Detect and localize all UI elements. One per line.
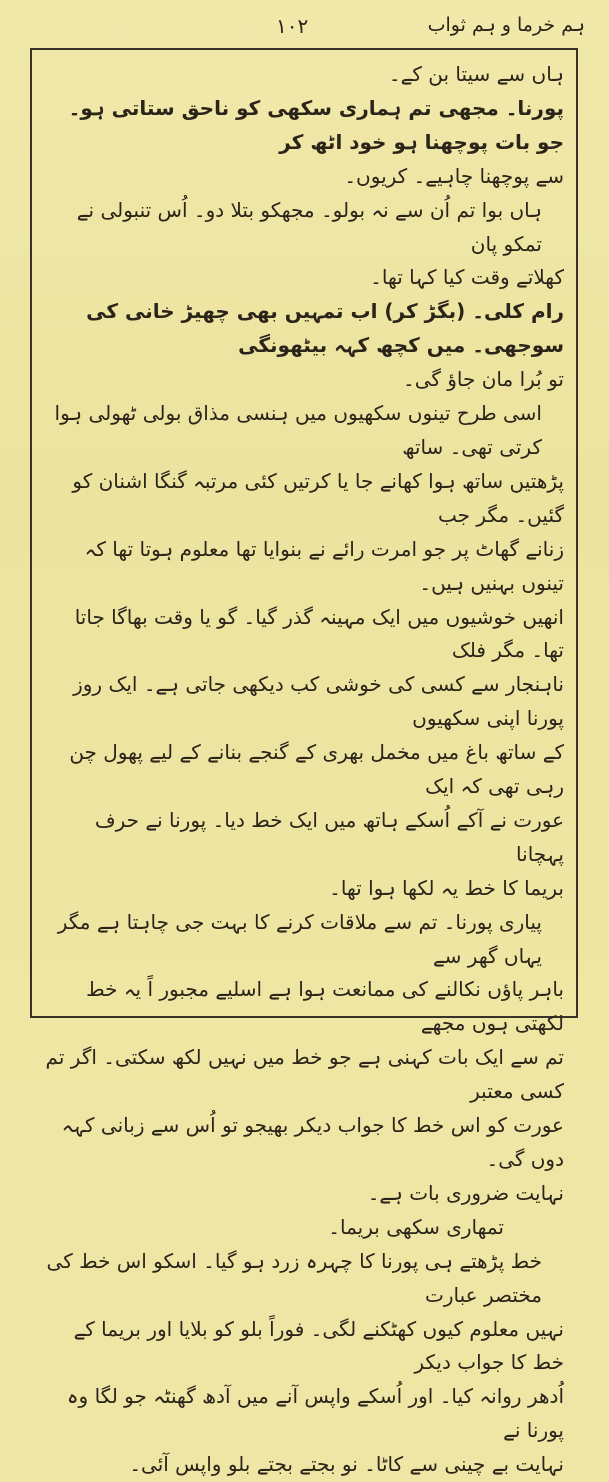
text-line: نہایت ضروری بات ہے۔ — [367, 1180, 564, 1205]
text-line: کے ساتھ باغ میں مخمل بھری کے گنجے بنانے کے لیے پھول چن رہی تھی کہ ایک — [69, 740, 564, 799]
text-line: پورنا۔ مجھی تم ہماری سکھی کو ناحق ستاتی ہو۔ جو بات پوچھنا ہو خود اٹھ کر — [68, 95, 564, 154]
text-line: ہاں بوا تم اُن سے نہ بولو۔ مجھکو بتلا دو۔ اُس تنبولی نے تمکو پان — [76, 197, 542, 256]
text-line: نہایت بے چینی سے کاٹا۔ نو بجتے بجتے بلو واپس آئی۔ — [129, 1452, 564, 1477]
text-line: عورت نے آکے اُسکے ہاتھ میں ایک خط دیا۔ پورنا نے حرف پہچانا — [94, 807, 564, 866]
text-line: انھیں خوشیوں میں ایک مہینہ گذر گیا۔ گو یا وقت بھاگا جاتا تھا۔ مگر فلک — [74, 604, 564, 663]
page-header — [24, 14, 585, 44]
body-text — [44, 58, 564, 1482]
page-number: ۱۰۲ — [276, 14, 309, 38]
text-line: خط پڑھتے ہی پورنا کا چہرہ زرد ہو گیا۔ اسکو اس خط کی مختصر عبارت — [46, 1248, 542, 1307]
text-line: بریما کا خط یہ لکھا ہوا تھا۔ — [329, 875, 564, 900]
text-line: تم سے ایک بات کہنی ہے جو خط میں نہیں لکھ سکتی۔ اگر تم کسی معتبر — [45, 1045, 564, 1104]
text-line: ناہنجار سے کسی کی خوشی کب دیکھی جاتی ہے۔ ایک روز پورنا اپنی سکھیوں — [73, 672, 564, 731]
text-line: اسی طرح تینوں سکھیوں میں ہنسی مذاق بولی ٹھولی ہوا کرتی تھی۔ ساتھ — [54, 401, 542, 459]
text-line: عورت کو اس خط کا جواب دیکر بھیجو تو اُس سے زبانی کہہ دوں گی۔ — [61, 1113, 564, 1171]
text-line: زنانے گھاٹ پر جو امرت رائے نے بنوایا تھا معلوم ہوتا تھا کہ تینوں بہنیں ہیں۔ — [84, 536, 564, 595]
text-line: اُدھر روانہ کیا۔ اور اُسکے واپس آنے میں آدھ گھنٹہ جو لگا وہ پورنا نے — [66, 1384, 564, 1443]
letter-signoff: تمھاری سکھی بریما۔ — [328, 1214, 504, 1239]
text-line: تو بُرا مان جاؤ گی۔ — [402, 367, 564, 392]
text-line: رام کلی۔ (بگڑ کر) اب تمہیں بھی چھیڑ خانی کی سوجھی۔ میں کچھ کہہ بیٹھونگی — [86, 299, 564, 358]
text-line: سے پوچھنا چاہیے۔ کریوں۔ — [344, 163, 564, 188]
text-line: کھلاتے وقت کیا کہا تھا۔ — [370, 265, 564, 290]
text-line: ہاں سے سیتا بن کے۔ — [388, 62, 564, 86]
text-line: نہیں معلوم کیوں کھٹکنے لگی۔ فوراً بلو کو بلایا اور بریما کے خط کا جواب دیکر — [73, 1316, 564, 1375]
running-title: ہم خرما و ہم ثواب — [427, 14, 585, 36]
text-line: پیاری پورنا۔ تم سے ملاقات کرنے کا بہت جی چاہتا ہے مگر یہاں گھر سے — [57, 909, 542, 968]
text-line: باہر پاؤں نکالنے کی ممانعت ہوا ہے اسلیے مجبور اً یہ خط لکھتی ہوں مجھے — [86, 977, 564, 1036]
text-line: پڑھتیں ساتھ ہوا کھانے جا یا کرتیں کئی مرتبہ گنگا اشنان کو گئیں۔ مگر جب — [72, 468, 564, 527]
